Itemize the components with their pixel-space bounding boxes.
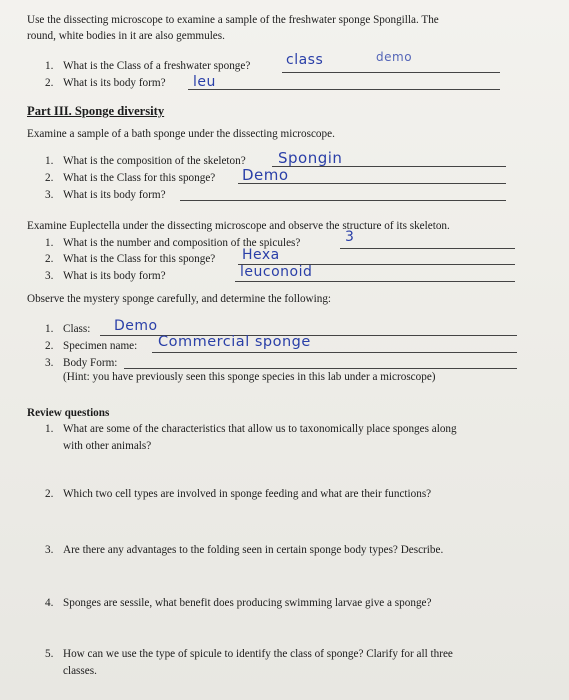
eup-q3: What is its body form? bbox=[63, 270, 166, 282]
bath-q3-number: 3. bbox=[45, 189, 54, 201]
part-3-heading: Part III. Sponge diversity bbox=[27, 104, 165, 118]
review-q5-line-2: classes. bbox=[63, 665, 97, 677]
intro-q2-number: 2. bbox=[45, 77, 54, 89]
mystery-q3: Body Form: bbox=[63, 357, 118, 369]
eup-q3-answer: leuconoid bbox=[240, 264, 313, 280]
euplectella-intro: Examine Euplectella under the dissecting microscope and observe the structure of its skeleton. bbox=[27, 220, 450, 232]
intro-q1-answer-line bbox=[282, 72, 500, 73]
review-q3-number: 3. bbox=[45, 544, 54, 556]
review-q4-number: 4. bbox=[45, 597, 54, 609]
intro-q2-answer: leu bbox=[193, 74, 216, 90]
review-q1-line-2: with other animals? bbox=[63, 440, 152, 452]
intro-q1: What is the Class of a freshwater sponge? bbox=[63, 60, 251, 72]
mystery-hint: (Hint: you have previously seen this sponge species in this lab under a microscope) bbox=[63, 371, 436, 383]
review-q3: Are there any advantages to the folding seen in certain sponge body types? Describe. bbox=[63, 544, 444, 556]
review-q5-number: 5. bbox=[45, 648, 54, 660]
intro-q1-answer-extra: demo bbox=[376, 50, 413, 64]
eup-q1: What is the number and composition of the spicules? bbox=[63, 237, 301, 249]
intro-line-2: round, white bodies in it are also gemmules. bbox=[27, 30, 225, 42]
mystery-q3-number: 3. bbox=[45, 357, 54, 369]
eup-q2-answer: Hexa bbox=[242, 247, 280, 263]
bath-q2-answer: Demo bbox=[242, 166, 289, 184]
mystery-intro: Observe the mystery sponge carefully, and determine the following: bbox=[27, 293, 332, 305]
mystery-q2: Specimen name: bbox=[63, 340, 138, 352]
bath-q2: What is the Class for this sponge? bbox=[63, 172, 216, 184]
mystery-q1: Class: bbox=[63, 323, 91, 335]
intro-q1-number: 1. bbox=[45, 60, 54, 72]
review-q2: Which two cell types are involved in sponge feeding and what are their functions? bbox=[63, 488, 432, 500]
intro-q2-answer-line bbox=[188, 89, 500, 90]
eup-q2-number: 2. bbox=[45, 253, 54, 265]
review-heading: Review questions bbox=[27, 407, 110, 419]
eup-q3-number: 3. bbox=[45, 270, 54, 282]
eup-q1-answer: 3 bbox=[345, 229, 355, 245]
review-q4: Sponges are sessile, what benefit does producing swimming larvae give a sponge? bbox=[63, 597, 432, 609]
mystery-q2-number: 2. bbox=[45, 340, 54, 352]
eup-q2: What is the Class for this sponge? bbox=[63, 253, 216, 265]
mystery-q1-answer: Demo bbox=[114, 318, 158, 334]
eup-q3-answer-line bbox=[235, 281, 515, 282]
intro-q1-answer: class bbox=[286, 52, 324, 68]
mystery-q1-number: 1. bbox=[45, 323, 54, 335]
bath-q1-number: 1. bbox=[45, 155, 54, 167]
bath-intro: Examine a sample of a bath sponge under the dissecting microscope. bbox=[27, 128, 335, 140]
review-q1-number: 1. bbox=[45, 423, 54, 435]
mystery-q2-answer: Commercial sponge bbox=[158, 334, 311, 350]
mystery-q2-answer-line bbox=[152, 352, 517, 353]
bath-q3-answer-line bbox=[180, 200, 506, 201]
review-q1-line-1: What are some of the characteristics that allow us to taxonomically place sponges along bbox=[63, 423, 457, 435]
eup-q1-answer-line bbox=[340, 248, 515, 249]
bath-q1: What is the composition of the skeleton? bbox=[63, 155, 246, 167]
bath-q2-number: 2. bbox=[45, 172, 54, 184]
mystery-q3-answer-line bbox=[124, 368, 517, 369]
bath-q3: What is its body form? bbox=[63, 189, 166, 201]
intro-q2: What is its body form? bbox=[63, 77, 166, 89]
review-q2-number: 2. bbox=[45, 488, 54, 500]
eup-q1-number: 1. bbox=[45, 237, 54, 249]
bath-q1-answer: Spongin bbox=[278, 149, 343, 167]
intro-line-1: Use the dissecting microscope to examine a sample of the freshwater sponge Spongilla. The bbox=[27, 14, 439, 26]
review-q5-line-1: How can we use the type of spicule to identify the class of sponge? Clarify for all three bbox=[63, 648, 453, 660]
